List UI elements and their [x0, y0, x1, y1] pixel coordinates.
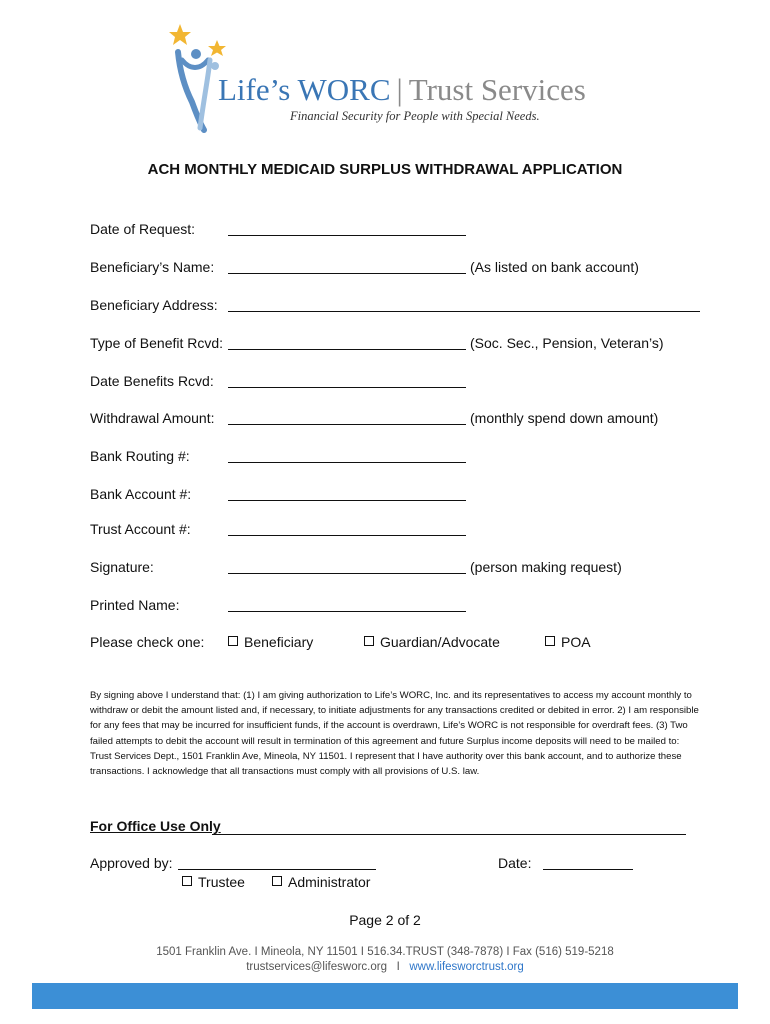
- checkbox-icon: [228, 636, 238, 646]
- star-icon: [208, 40, 226, 56]
- checkbox-icon: [272, 876, 282, 886]
- checkbox-icon: [545, 636, 555, 646]
- printed-name-field[interactable]: [228, 611, 466, 612]
- beneficiary-name-field[interactable]: [228, 273, 466, 274]
- checkbox-trustee-label: Trustee: [198, 874, 245, 890]
- office-use-rule: [212, 834, 686, 835]
- form-title: ACH MONTHLY MEDICAID SURPLUS WITHDRAWAL APPLICATION: [147, 161, 623, 178]
- checkbox-administrator-label: Administrator: [288, 874, 371, 890]
- checkbox-icon: [182, 876, 192, 886]
- checkbox-guardian-advocate[interactable]: [364, 634, 500, 650]
- checkbox-poa[interactable]: [545, 634, 591, 650]
- footer-contact: [0, 961, 770, 973]
- office-date-label: Date:: [498, 855, 532, 871]
- checkbox-guardian-advocate-label: Guardian/Advocate: [380, 634, 500, 650]
- checkbox-administrator[interactable]: [272, 874, 370, 890]
- bank-routing-field[interactable]: [228, 462, 466, 463]
- approved-by-field[interactable]: [178, 869, 376, 870]
- checkbox-trustee[interactable]: [182, 874, 245, 890]
- signature-note: (person making request): [470, 559, 622, 575]
- agreement-text: By signing above I understand that: (1) I am giving authorization to Life’s WORC, Inc. and its representatives to access my account monthly to withdraw or debit the amount listed and, if necessary, to initiate adjustments for any transactions credited or debited in error. 2) I am responsible for any fees that may be incurred for insufficient funds, if the account is overdrawn, Life’s WORC is not responsible for overdraft fees. (3) Two failed attempts to debit the account will result in termination of this agreement and future Surplus income deposits will need to be mailed to: Trust Services Dept., 1501 Franklin Ave, Mineola, NY 11501. I represent that I have authority over this bank account, and to authorize these transactions. I acknowledge that all transactions must comply with all provisions of U.S. law.: [90, 690, 699, 778]
- checkbox-beneficiary[interactable]: [228, 634, 313, 650]
- checkbox-beneficiary-label: Beneficiary: [244, 634, 314, 650]
- signature-label: Signature:: [90, 559, 154, 575]
- withdrawal-amount-field[interactable]: [228, 424, 466, 425]
- trust-account-label: Trust Account #:: [90, 521, 191, 537]
- brand-left: Life’s WORC: [218, 72, 391, 107]
- office-date-field[interactable]: [543, 869, 633, 870]
- approved-by-label: Approved by:: [90, 855, 173, 871]
- date-of-request-label: Date of Request:: [90, 221, 196, 237]
- bank-account-field[interactable]: [228, 500, 466, 501]
- footer-address: 1501 Franklin Ave. I Mineola, NY 11501 I 516.34.TRUST (348-7878) I Fax (516) 519-5218: [156, 946, 614, 958]
- footer-bar: [32, 983, 738, 1009]
- date-of-request-field[interactable]: [228, 235, 466, 236]
- beneficiary-address-label: Beneficiary Address:: [90, 297, 218, 313]
- footer-email[interactable]: trustservices@lifesworc.org: [246, 961, 387, 973]
- beneficiary-name-note: (As listed on bank account): [470, 259, 639, 275]
- bank-account-label: Bank Account #:: [90, 486, 192, 502]
- date-benefits-label: Date Benefits Rcvd:: [90, 373, 214, 389]
- footer-website-link[interactable]: www.lifesworctrust.org: [409, 961, 524, 973]
- check-one-label: Please check one:: [90, 634, 205, 650]
- benefit-type-label: Type of Benefit Rcvd:: [90, 335, 224, 351]
- office-use-heading: For Office Use Only: [90, 818, 221, 834]
- date-benefits-field[interactable]: [228, 387, 466, 388]
- benefit-type-field[interactable]: [228, 349, 466, 350]
- page-number: Page 2 of 2: [349, 912, 421, 928]
- benefit-type-note: (Soc. Sec., Pension, Veteran’s): [470, 335, 664, 351]
- brand-name: [218, 72, 586, 108]
- brand-separator: |: [396, 72, 403, 107]
- beneficiary-address-field[interactable]: [228, 311, 700, 312]
- brand-right: Trust Services: [408, 72, 586, 107]
- bank-routing-label: Bank Routing #:: [90, 448, 190, 464]
- footer-separator: I: [396, 961, 400, 973]
- printed-name-label: Printed Name:: [90, 597, 180, 613]
- tagline: Financial Security for People with Special Needs.: [290, 109, 540, 123]
- beneficiary-name-label: Beneficiary’s Name:: [90, 259, 215, 275]
- checkbox-poa-label: POA: [561, 634, 591, 650]
- withdrawal-amount-label: Withdrawal Amount:: [90, 410, 215, 426]
- trust-account-field[interactable]: [228, 535, 466, 536]
- star-icon: [169, 24, 191, 45]
- signature-field[interactable]: [228, 573, 466, 574]
- withdrawal-amount-note: (monthly spend down amount): [470, 410, 659, 426]
- checkbox-icon: [364, 636, 374, 646]
